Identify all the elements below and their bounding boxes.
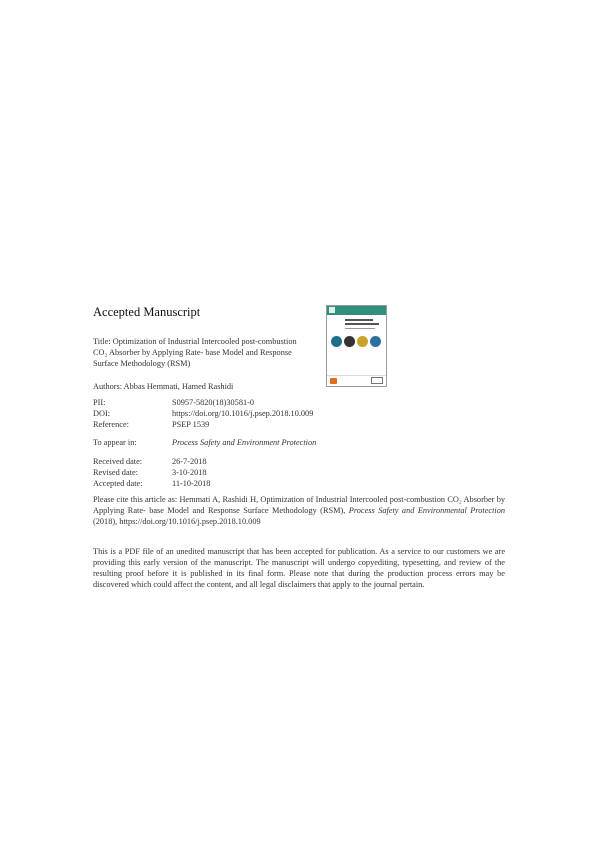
citation-tail: (2018), https://doi.org/10.1016/j.psep.2018.10.009 <box>93 517 261 526</box>
identifier-value: PSEP 1539 <box>172 420 210 429</box>
citation-paragraph <box>93 494 505 527</box>
cover-image-2-icon <box>344 336 355 347</box>
authors: Authors: Abbas Hemmati, Hamed Rashidi <box>93 382 234 391</box>
doi-link[interactable]: https://doi.org/10.1016/j.psep.2018.10.009 <box>172 409 314 418</box>
page-heading: Accepted Manuscript <box>93 305 201 319</box>
citation-lead: Please cite this article as: Hemmati A, Rashidi H, Optimization of Industrial Intercooled post-combustion CO₂ Absorber by Applying Rate- base Model and Response Surface Methodology (RSM), <box>93 495 505 515</box>
cover-image-3-icon <box>357 336 368 347</box>
identifier-label: PII: <box>93 398 106 407</box>
title-line: Title: Optimization of Industrial Intercooled post-combustion <box>93 337 297 346</box>
cover-image-1-icon <box>331 336 342 347</box>
identifier-label: DOI: <box>93 409 111 418</box>
date-value: 11-10-2018 <box>172 479 211 488</box>
date-value: 26-7-2018 <box>172 457 207 466</box>
journal-cover-thumbnail <box>326 305 387 387</box>
cover-footer <box>327 375 386 386</box>
manuscript-title <box>93 336 313 369</box>
cover-title-band <box>327 315 386 333</box>
identifier-value: S0957-5820(18)30581-0 <box>172 398 255 407</box>
citation-journal: Process Safety and Environmental Protection <box>348 506 505 515</box>
journal-name: Process Safety and Environment Protection <box>172 438 317 447</box>
date-value: 3-10-2018 <box>172 468 207 477</box>
disclaimer-paragraph: This is a PDF file of an unedited manuscript that has been accepted for publication. As a service to our customers we are providing this early version of the manuscript. The manuscript will undergo copyediting, typesetting, and review of the resulting proof before it is published in its final form. Please note that during the production process errors may be discovered which could affect the content, and all legal disclaimers that apply to the journal pertain. <box>93 547 505 589</box>
title-line: CO₂ Absorber by Applying Rate- base Model and Response <box>93 348 292 357</box>
cover-top-bar <box>327 306 386 315</box>
identifier-label: Reference: <box>93 420 129 429</box>
cover-image-4-icon <box>370 336 381 347</box>
cover-logo-icon <box>329 307 335 313</box>
title-line: Surface Methodology (RSM) <box>93 359 191 368</box>
journal-mark-icon <box>371 377 383 384</box>
date-label: Received date: <box>93 457 143 466</box>
publisher-logo-icon <box>330 378 337 384</box>
date-label: Accepted date: <box>93 479 143 488</box>
appear-label: To appear in: <box>93 438 137 447</box>
date-label: Revised date: <box>93 468 138 477</box>
